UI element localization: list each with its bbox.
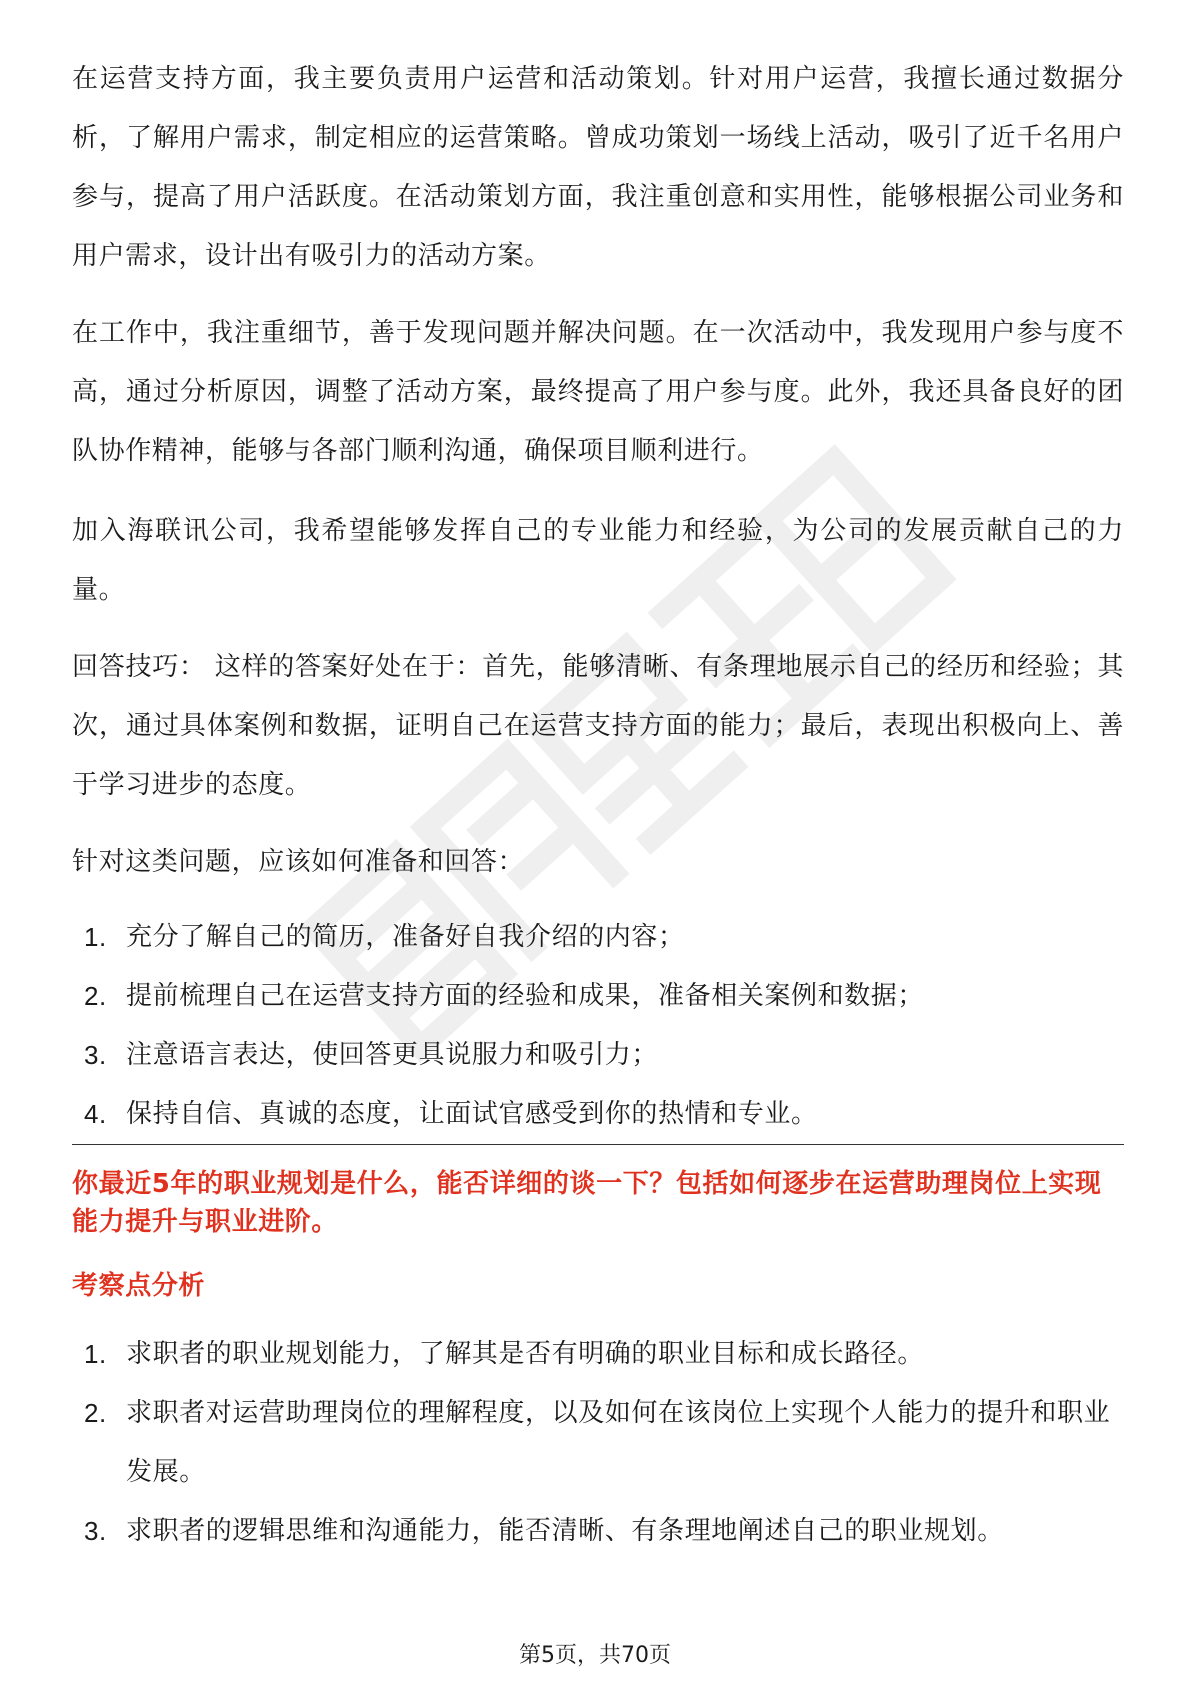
list-item <box>72 967 1124 1026</box>
list-item-text: 求职者对运营助理岗位的理解程度，以及如何在该岗位上实现个人能力的提升和职业发展。 <box>126 1398 1111 1487</box>
section-divider <box>72 1144 1124 1145</box>
list-number: 1. <box>84 1339 107 1369</box>
list-number: 2. <box>84 981 107 1011</box>
preparation-list <box>72 908 1124 1144</box>
list-item-text: 求职者的职业规划能力，了解其是否有明确的职业目标和成长路径。 <box>126 1339 925 1369</box>
list-item <box>72 908 1124 967</box>
list-item <box>72 1085 1124 1144</box>
list-item <box>72 1026 1124 1085</box>
list-item-text: 求职者的逻辑思维和沟通能力，能否清晰、有条理地阐述自己的职业规划。 <box>126 1516 1004 1546</box>
list-number: 2. <box>84 1398 107 1428</box>
list-item <box>72 1502 1124 1561</box>
list-number: 3. <box>84 1516 107 1546</box>
paragraph-operations-support: 在运营支持方面，我主要负责用户运营和活动策划。针对用户运营，我擅长通过数据分析，了解用户需求，制定相应的运营策略。曾成功策划一场线上活动，吸引了近千名用户参与，提高了用户活跃度。在活动策划方面，我注重创意和实用性，能够根据公司业务和用户需求，设计出有吸引力的活动方案。 <box>72 64 1124 271</box>
list-item <box>72 1325 1124 1384</box>
page-footer: 第5页，共70页 <box>519 1643 671 1668</box>
document-page <box>72 50 1124 1561</box>
paragraph-join-company: 加入海联讯公司，我希望能够发挥自己的专业能力和经验，为公司的发展贡献自己的力量。 <box>72 516 1124 605</box>
interview-question: 你最近5年的职业规划是什么，能否详细的谈一下？包括如何逐步在运营助理岗位上实现能力提升与职业进阶。 <box>72 1169 1102 1237</box>
section-title: 考察点分析 <box>72 1271 206 1301</box>
paragraph-work-attitude: 在工作中，我注重细节，善于发现问题并解决问题。在一次活动中，我发现用户参与度不高，通过分析原因，调整了活动方案，最终提高了用户参与度。此外，我还具备良好的团队协作精神，能够与各部门顺利沟通，确保项目顺利进行。 <box>72 318 1124 466</box>
list-item-text: 提前梳理自己在运营支持方面的经验和成果，准备相关案例和数据； <box>126 981 925 1011</box>
paragraph-preparation-intro: 针对这类问题，应该如何准备和回答： <box>72 847 525 877</box>
list-number: 3. <box>84 1040 107 1070</box>
list-item-text: 保持自信、真诚的态度，让面试官感受到你的热情和专业。 <box>126 1099 818 1129</box>
list-item-text: 充分了解自己的简历，准备好自我介绍的内容； <box>126 922 685 952</box>
list-number: 4. <box>84 1099 107 1129</box>
analysis-list <box>72 1325 1124 1561</box>
list-item-text: 注意语言表达，使回答更具说服力和吸引力； <box>126 1040 659 1070</box>
list-number: 1. <box>84 922 107 952</box>
paragraph-answer-tips: 回答技巧： 这样的答案好处在于：首先，能够清晰、有条理地展示自己的经历和经验；其次，通过具体案例和数据，证明自己在运营支持方面的能力；最后，表现出积极向上、善于学习进步的态度。 <box>72 652 1124 800</box>
list-item <box>72 1384 1124 1502</box>
